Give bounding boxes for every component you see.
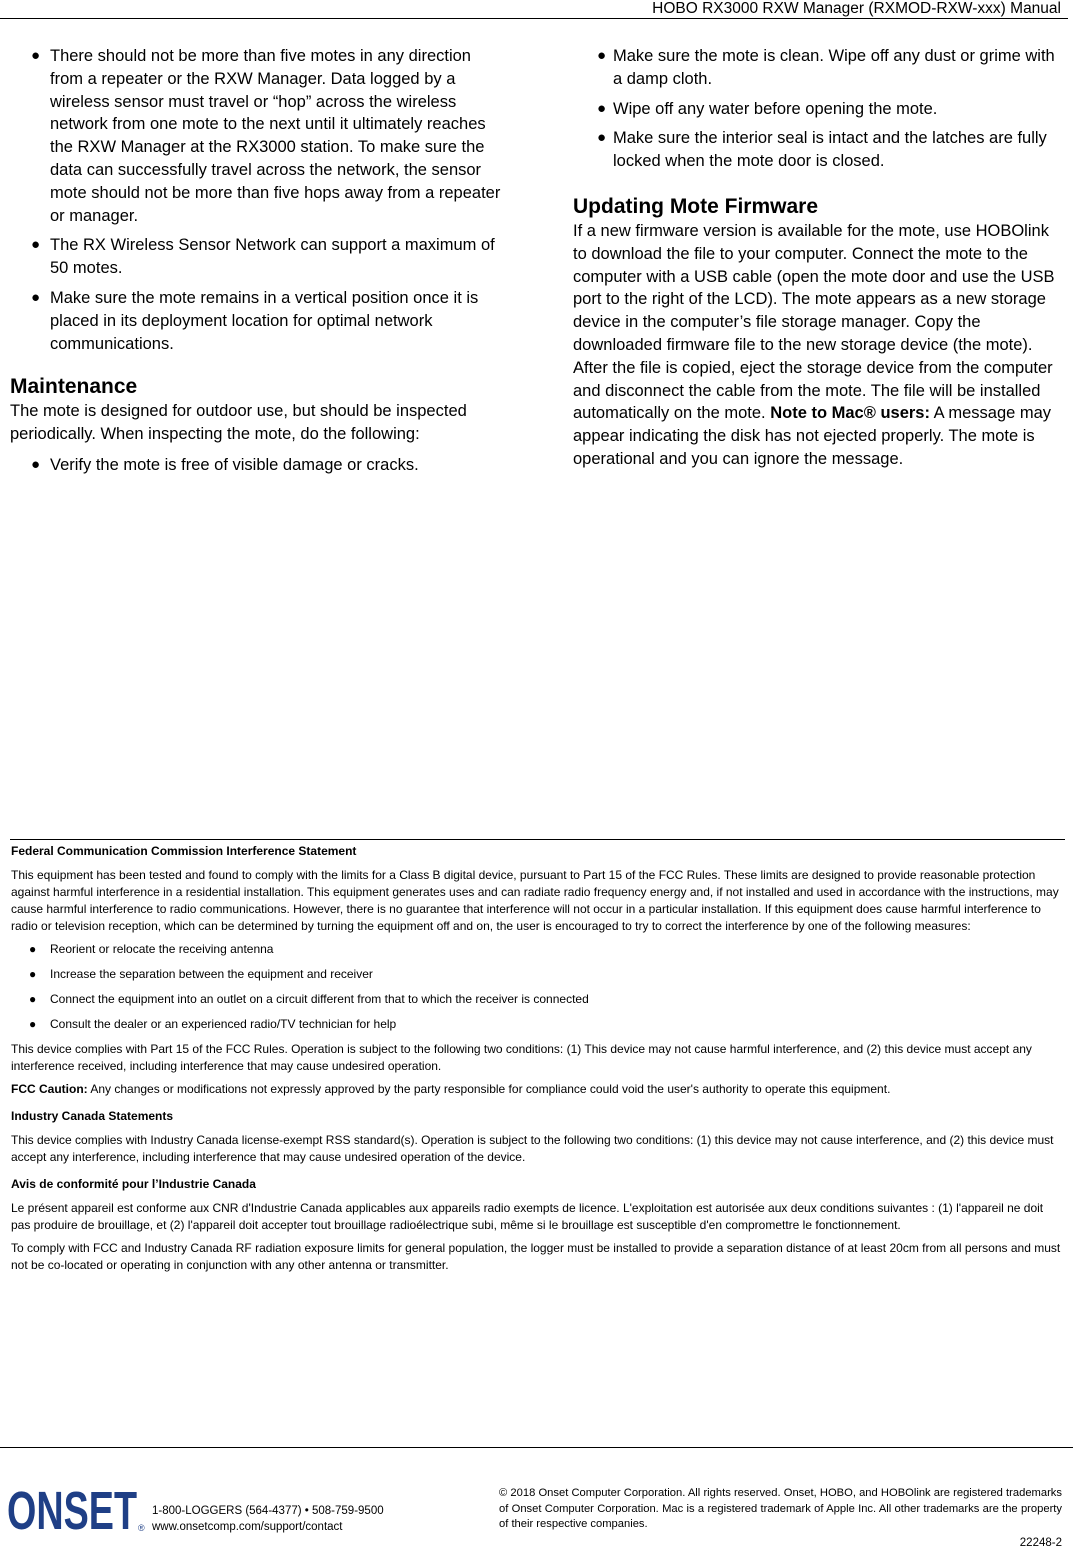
bullet-icon: ● <box>29 1017 37 1031</box>
list-item: ● The RX Wireless Sensor Network can support a maximum of 50 motes. <box>31 236 495 278</box>
bullet-icon: ● <box>597 99 607 117</box>
list-item: ● Connect the equipment into an outlet on a circuit different from that to which the receiver is connected <box>29 992 589 1006</box>
bullet-icon: ● <box>29 942 37 956</box>
bullet-icon: ● <box>597 129 607 147</box>
bullet-icon: ● <box>31 288 41 306</box>
maintenance-bullet-list <box>10 454 506 477</box>
copyright-notice: © 2018 Onset Computer Corporation. All rights reserved. Onset, HOBO, and HOBOlink are registered trademarks of Onset Computer Corporation. Mac is a registered trademark of Apple Inc. All other trademarks are the property of their respective companies. <box>499 1487 1062 1530</box>
fcc-caution: FCC Caution: Any changes or modifications not expressly approved by the party responsible for compliance could void the user's authority to operate this equipment. <box>11 1082 891 1096</box>
industry-canada-heading: Industry Canada Statements <box>11 1109 174 1123</box>
logo-wordmark: ONSET <box>7 1486 138 1532</box>
placement-bullet-list <box>10 45 506 355</box>
onset-logo <box>7 1486 147 1532</box>
list-item: ● Make sure the mote is clean. Wipe off any dust or grime with a damp cloth. <box>597 47 1055 88</box>
fcc-part15-text: This device complies with Part 15 of the FCC Rules. Operation is subject to the following two conditions: (1) This device may not cause harmful interference, and (2) this device must accept any interference received, including interference that may cause undesired operation. <box>11 1042 1032 1073</box>
industry-canada-text: This device complies with Industry Canada license-exempt RSS standard(s). Operation is subject to the following two conditions: (1) this device may not cause interference, and (2) this device must accept any interference, including interference that may cause undesired operation of the device. <box>11 1133 1054 1164</box>
list-item: ● Verify the mote is free of visible damage or cracks. <box>10 454 506 477</box>
footer-divider <box>0 1447 1073 1448</box>
list-item: ● Make sure the mote remains in a vertical position once it is placed in its deployment location for optimal network communications. <box>31 288 479 353</box>
fcc-measures-list <box>11 941 1063 1033</box>
right-column <box>573 45 1065 471</box>
bullet-icon: ● <box>31 236 41 254</box>
list-item: ● Increase the separation between the equipment and receiver <box>29 967 373 981</box>
header-divider <box>0 18 1068 19</box>
document-number: 22248-2 <box>1019 1537 1062 1549</box>
list-item: ● Make sure the interior seal is intact and the latches are fully locked when the mote door is closed. <box>597 129 1047 171</box>
registered-mark: ® <box>138 1523 145 1532</box>
fcc-intro: This equipment has been tested and found to comply with the limits for a Class B digital device, pursuant to Part 15 of the FCC Rules. These limits are designed to provide reasonable protection against harmful interference in a residential installation. This equipment generates uses and can radiate radio frequency energy and, if not installed and used in accordance with the instructions, may cause harmful interference to radio communications. However, there is no guarantee that interference will not occur in a particular installation. If this equipment does cause harmful interference to radio or television reception, which can be determined by turning the equipment off and on, the user is encouraged to try to correct the interference by one of the following measures: <box>11 868 1059 933</box>
maintenance-bullet-list-continued <box>573 45 1065 173</box>
maintenance-heading: Maintenance <box>10 375 138 399</box>
bullet-icon: ● <box>31 47 41 64</box>
bullet-icon: ● <box>31 455 41 473</box>
maintenance-text: The mote is designed for outdoor use, but should be inspected periodically. When inspecting the mote, do the following: <box>10 402 467 444</box>
fcc-heading: Federal Communication Commission Interference Statement <box>11 844 357 858</box>
fcc-statement-section <box>11 843 1063 1280</box>
list-item: ● Consult the dealer or an experienced radio/TV technician for help <box>29 1017 397 1031</box>
rf-exposure-text: To comply with FCC and Industry Canada RF radiation exposure limits for general population, the logger must be installed to provide a separation distance of at least 20cm from all persons and must not be co-located or operating in conjunction with any other antenna or transmitter. <box>11 1241 1061 1272</box>
list-item: ● Reorient or relocate the receiving antenna <box>29 942 274 956</box>
firmware-note-label: Note to Mac® users: <box>770 404 930 423</box>
avis-text: Le présent appareil est conforme aux CNR d'Industrie Canada applicables aux appareils radio exempts de licence. L'exploitation est autorisée aux deux conditions suivantes : (1) l'appareil ne doit pas produire de brouillage, et (2) l'appareil doit accepter tout brouillage radioélectrique subi, même si le brouillage est susceptible d'en compromettre le fonctionnement. <box>11 1201 1044 1232</box>
fcc-divider <box>10 839 1065 840</box>
bullet-icon: ● <box>29 967 37 981</box>
fcc-caution-label: FCC Caution: <box>11 1082 88 1096</box>
list-item: ● Wipe off any water before opening the mote. <box>573 98 1065 121</box>
bullet-icon: ● <box>29 992 37 1006</box>
contact-info <box>152 1503 384 1535</box>
firmware-heading: Updating Mote Firmware <box>573 194 819 218</box>
support-url[interactable]: www.onsetcomp.com/support/contact <box>152 1521 343 1533</box>
avis-heading: Avis de conformité pour l’Industrie Canada <box>11 1177 256 1191</box>
list-item: ● There should not be more than five motes in any direction from a repeater or the RXW Manager. Data logged by a wireless sensor must travel or “hop” across the wireless network from one mote to the next until it ultimately reaches the RXW Manager at the RX3000 station. To make sure the data can successfully travel across the network, the sensor mote should not be more than five hops away from a repeater or manager. <box>31 47 501 225</box>
left-column <box>10 45 506 484</box>
firmware-text: If a new firmware version is available for the mote, use HOBOlink to download the file to your computer. Connect the mote to the computer with a USB cable (open the mote door and use the USB port to the right of the LCD). The mote appears as a new storage device in the computer’s file storage manager. Copy the downloaded firmware file to the new storage device (the mote). After the file is copied, eject the storage device from the computer and disconnect the cable from the mote. The file will be installed automatically on the mote. Note to Mac® users: A message may appear indicating the disk has not ejected properly. The mote is operational and you can ignore the message. <box>573 221 1055 468</box>
phone-number: 1-800-LOGGERS (564-4377) • 508-759-9500 <box>152 1505 384 1517</box>
bullet-icon: ● <box>597 47 607 64</box>
document-title: HOBO RX3000 RXW Manager (RXMOD-RXW-xxx) Manual <box>652 0 1061 17</box>
